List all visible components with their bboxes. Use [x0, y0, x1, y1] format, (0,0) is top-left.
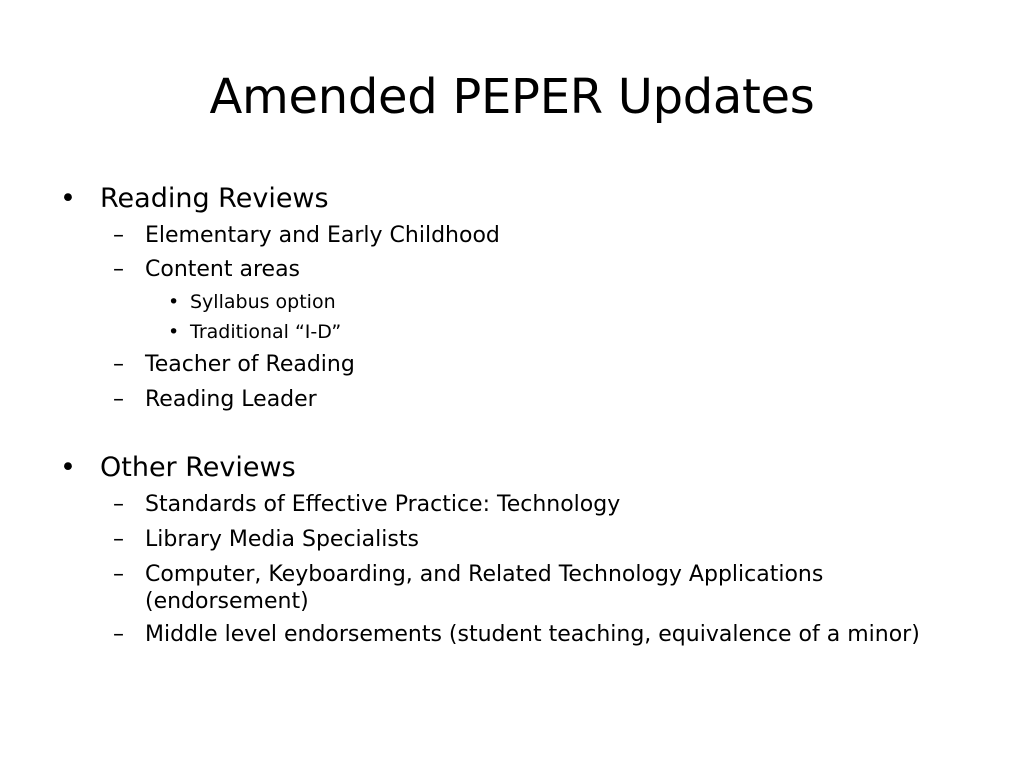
bullet-icon: •: [60, 452, 76, 483]
section-heading-other-reviews: [60, 451, 296, 485]
dash-icon: –: [113, 387, 124, 412]
sub-item-text: Traditional “I-D”: [190, 321, 342, 343]
dash-icon: –: [113, 223, 124, 248]
list-item-computer-keyboarding: [113, 561, 865, 615]
dash-icon: –: [113, 492, 124, 517]
dash-icon: –: [113, 562, 124, 587]
list-item-text: Middle level endorsements (student teaching, equivalence of a minor): [145, 622, 920, 647]
bullet-icon: •: [168, 291, 180, 313]
bullet-icon: •: [168, 321, 180, 343]
list-item-text: Content areas: [145, 257, 301, 282]
list-item-reading-leader: [113, 386, 317, 414]
list-item-middle-level: [113, 621, 920, 649]
bullet-icon: •: [60, 183, 76, 214]
dash-icon: –: [113, 257, 124, 282]
section-heading-reading-reviews: [60, 182, 329, 216]
sub-item-syllabus-option: [168, 290, 336, 314]
section-heading-text: Other Reviews: [100, 452, 296, 483]
list-item-text: Computer, Keyboarding, and Related Technology Applications (endorsement): [145, 562, 824, 614]
slide-title: Amended PEPER Updates: [209, 69, 815, 125]
list-item-text: Library Media Specialists: [145, 527, 419, 552]
dash-icon: –: [113, 622, 124, 647]
list-item-text: Reading Leader: [145, 387, 317, 412]
list-item-library-media: [113, 526, 419, 554]
list-item-text: Elementary and Early Childhood: [145, 223, 500, 248]
list-item-content-areas: [113, 256, 301, 284]
list-item-text: Standards of Effective Practice: Technology: [145, 492, 621, 517]
list-item-text: Teacher of Reading: [145, 352, 355, 377]
dash-icon: –: [113, 352, 124, 377]
list-item-standards-technology: [113, 491, 621, 519]
dash-icon: –: [113, 527, 124, 552]
sub-item-traditional-id: [168, 320, 342, 344]
list-item-elementary: [113, 222, 500, 250]
list-item-teacher-of-reading: [113, 351, 355, 379]
section-heading-text: Reading Reviews: [100, 183, 329, 214]
sub-item-text: Syllabus option: [190, 291, 336, 313]
